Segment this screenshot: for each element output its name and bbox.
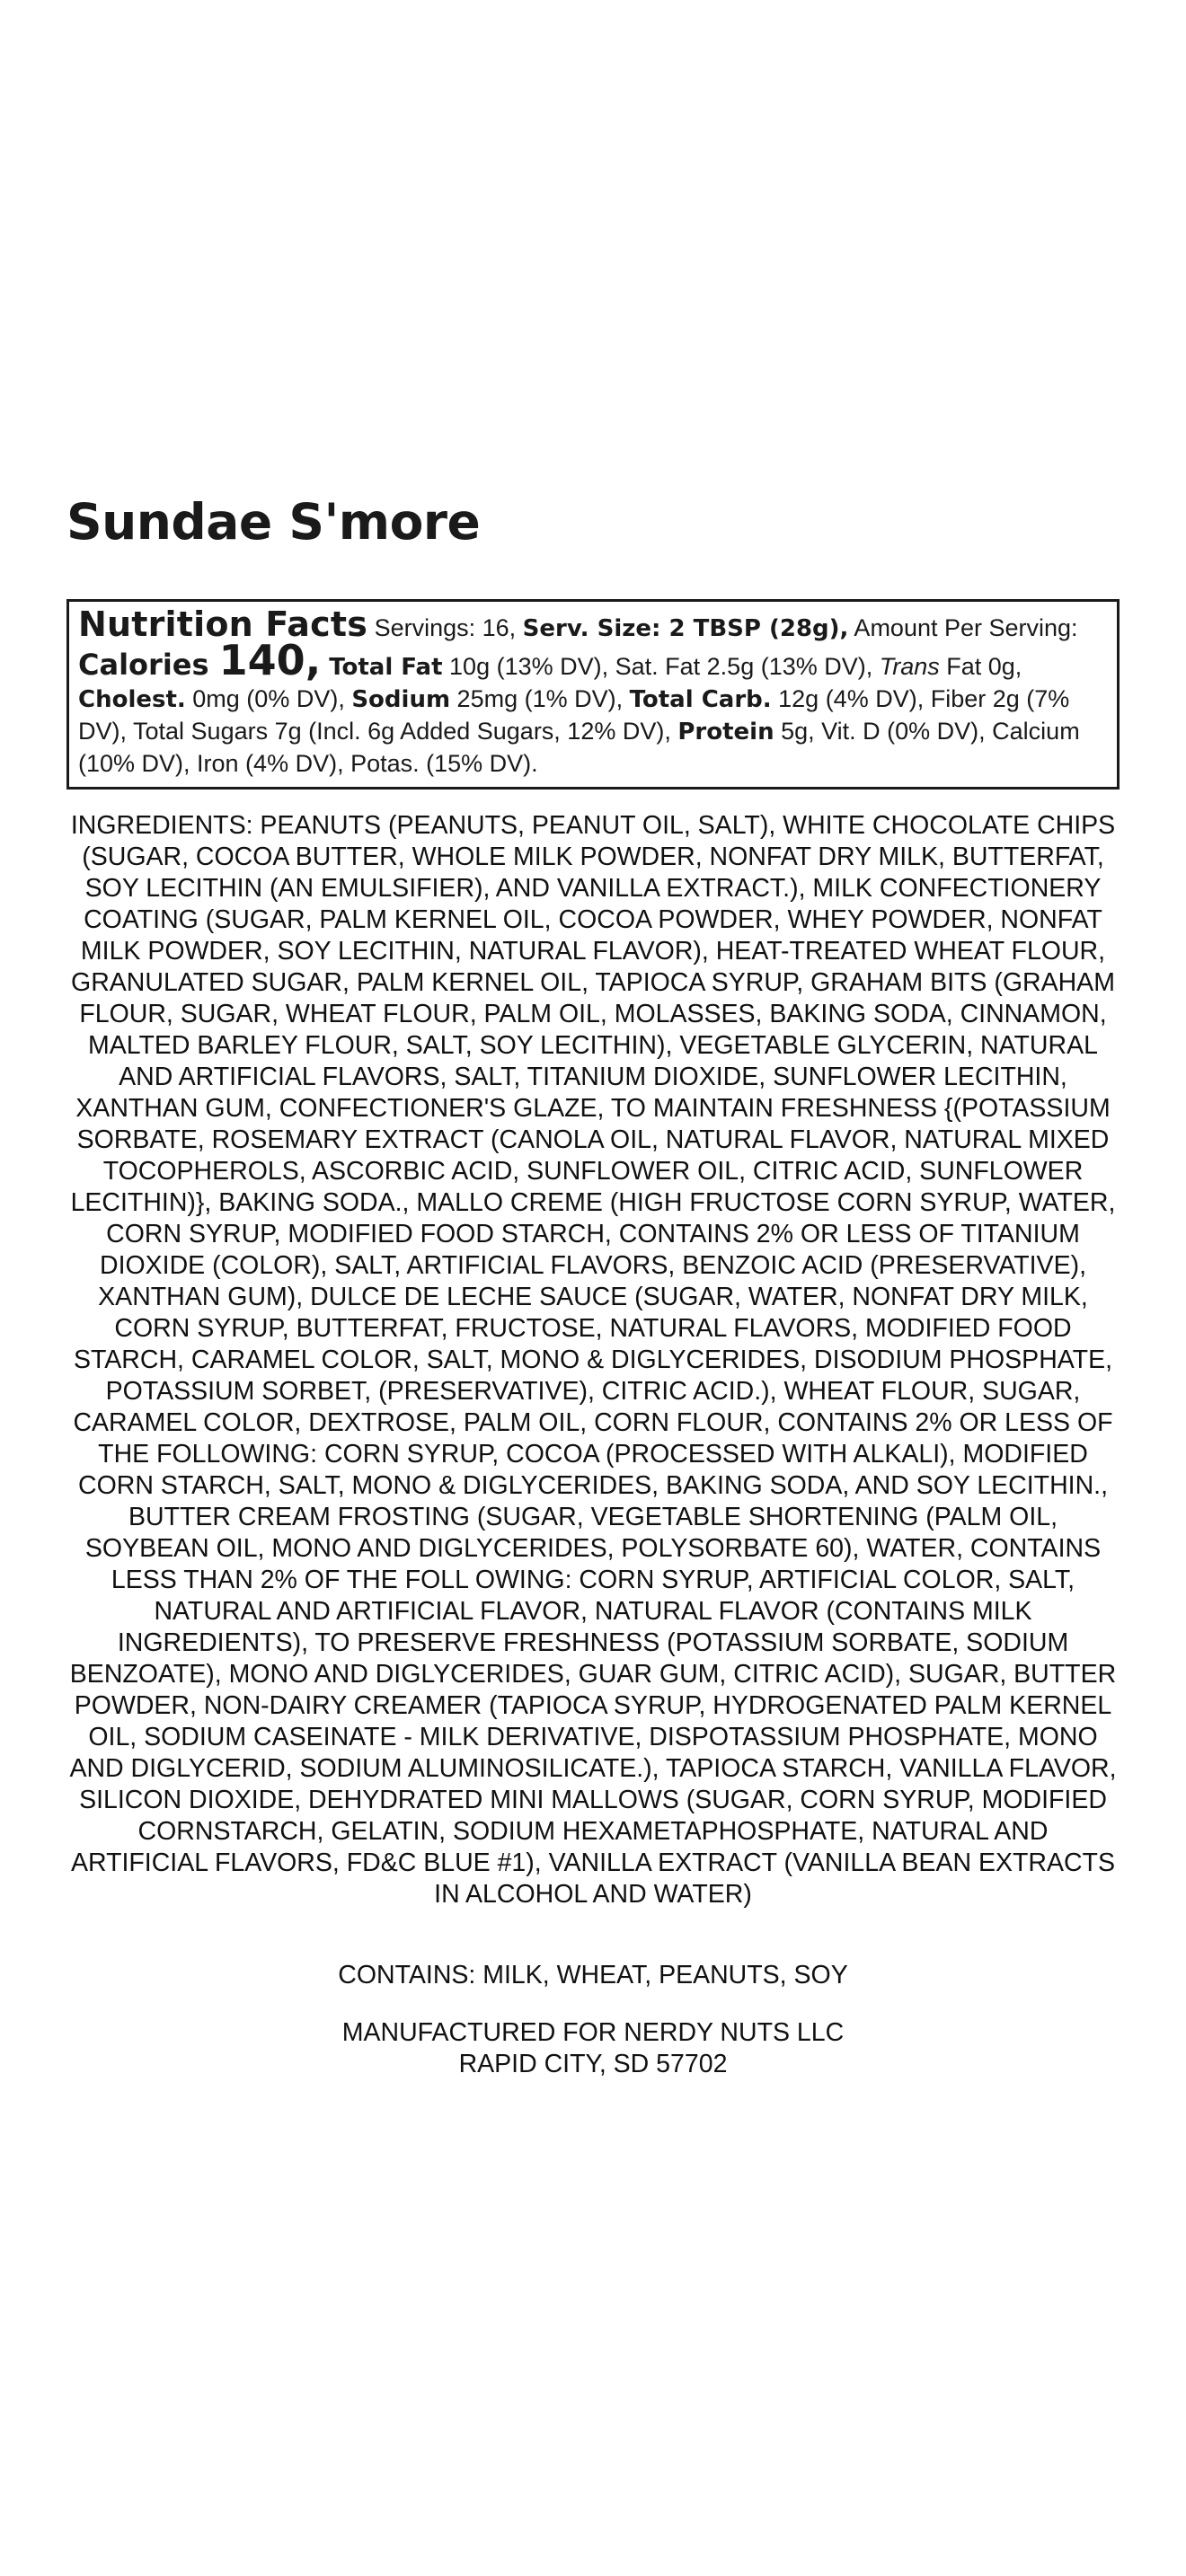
total-carb-label: Total Carb. (629, 686, 772, 713)
serving-size-label: Serv. Size: 2 TBSP (28g), (522, 615, 849, 642)
manufacturer-info (66, 2017, 1120, 2080)
total-fat-value: 10g (13% DV), Sat. Fat 2.5g (13% DV), (442, 653, 880, 680)
nutrition-facts-panel (66, 599, 1120, 790)
total-fat-label: Total Fat (321, 654, 443, 681)
calories-value: 140, (218, 636, 322, 684)
cholesterol-value: 0mg (0% DV), (185, 685, 352, 712)
sodium-label: Sodium (351, 686, 451, 713)
sodium-value: 25mg (1% DV), (450, 685, 630, 712)
product-title: Sundae S'more (66, 493, 481, 551)
calories-label: Calories (78, 648, 219, 682)
allergen-statement: CONTAINS: MILK, WHEAT, PEANUTS, SOY (338, 1961, 848, 1989)
trans-fat-value: Fat 0g, (939, 653, 1022, 680)
trans-fat-label: Trans (879, 653, 940, 680)
manufacturer-name: MANUFACTURED FOR NERDY NUTS LLC (341, 2018, 845, 2047)
total-carb-value: 12g (4% DV), Fiber 2g (7% DV), Total Sugars 7g (Incl. 6g Added Sugars, 12% DV), (78, 685, 1070, 745)
protein-label: Protein (677, 719, 774, 745)
ingredients-list: INGREDIENTS: PEANUTS (PEANUTS, PEANUT OIL, SALT), WHITE CHOCOLATE CHIPS (SUGAR, COCOA BUTTER, WHOLE MILK POWDER, NONFAT DRY MILK, BUTTERFAT, SOY LECITHIN (AN EMULSIFIER), AND VANILLA EXTRACT.), MILK CONFECTIONERY COATING (SUGAR, PALM KERNEL OIL, COCOA POWDER, WHEY POWDER, NONFAT MILK POWDER, SOY LECITHIN, NATURAL FLAVOR), HEAT-TREATED WHEAT FLOUR, GRANULATED SUGAR, PALM KERNEL OIL, TAPIOCA SYRUP, GRAHAM BITS (GRAHAM FLOUR, SUGAR, WHEAT FLOUR, PALM OIL, MOLASSES, BAKING SODA, CINNAMON, MALTED BARLEY FLOUR, SALT, SOY LECITHIN), VEGETABLE GLYCERIN, NATURAL AND ARTIFICIAL FLAVORS, SALT, TITANIUM DIOXIDE, SUNFLOWER LECITHIN, XANTHAN GUM, CONFECTIONER'S GLAZE, TO MAINTAIN FRESHNESS {(POTASSIUM SORBATE, ROSEMARY EXTRACT (CANOLA OIL, NATURAL FLAVOR, NATURAL MIXED TOCOPHEROLS, ASCORBIC ACID, SUNFLOWER OIL, CITRIC ACID, SUNFLOWER LECITHIN)}, BAKING SODA., MALLO CREME (HIGH FRUCTOSE CORN SYRUP, WATER, CORN SYRUP, MODIFIED FOOD STARCH, CONTAINS 2% OR LESS OF TITANIUM DIOXIDE (COLOR), SALT, ARTIFICIAL FLAVORS, BENZOIC ACID (PRESERVATIVE), XANTHAN GUM), DULCE DE LECHE SAUCE (SUGAR, WATER, NONFAT DRY MILK, CORN SYRUP, BUTTERFAT, FRUCTOSE, NATURAL FLAVORS, MODIFIED FOOD STARCH, CARAMEL COLOR, SALT, MONO & DIGLYCERIDES, DISODIUM PHOSPHATE, POTASSIUM SORBET, (PRESERVATIVE), CITRIC ACID.), WHEAT FLOUR, SUGAR, CARAMEL COLOR, DEXTROSE, PALM OIL, CORN FLOUR, CONTAINS 2% OR LESS OF THE FOLLOWING: CORN SYRUP, COCOA (PROCESSED WITH ALKALI), MODIFIED CORN STARCH, SALT, MONO & DIGLYCERIDES, BAKING SODA, AND SOY LECITHIN., BUTTER CREAM FROSTING (SUGAR, VEGETABLE SHORTENING (PALM OIL, SOYBEAN OIL, MONO AND DIGLYCERIDES, POLYSORBATE 60), WATER, CONTAINS LESS THAN 2% OF THE FOLL OWING: CORN SYRUP, ARTIFICIAL COLOR, SALT, NATURAL AND ARTIFICIAL FLAVOR, NATURAL FLAVOR (CONTAINS MILK INGREDIENTS), TO PRESERVE FRESHNESS (POTASSIUM SORBATE, SODIUM BENZOATE), MONO AND DIGLYCERIDES, GUAR GUM, CITRIC ACID), SUGAR, BUTTER POWDER, NON-DAIRY CREAMER (TAPIOCA SYRUP, HYDROGENATED PALM KERNEL OIL, SODIUM CASEINATE - MILK DERIVATIVE, DISPOTASSIUM PHOSPHATE, MONO AND DIGLYCERID, SODIUM ALUMINOSILICATE.), TAPIOCA STARCH, VANILLA FLAVOR, SILICON DIOXIDE, DEHYDRATED MINI MALLOWS (SUGAR, CORN SYRUP, MODIFIED CORNSTARCH, GELATIN, SODIUM HEXAMETAPHOSPHATE, NATURAL AND ARTIFICIAL FLAVORS, FD&C BLUE #1), VANILLA EXTRACT (VANILLA BEAN EXTRACTS IN ALCOHOL AND WATER) (69, 811, 1117, 1909)
servings-text: Servings: 16, (367, 614, 523, 641)
amount-per-serving-text: Amount Per Serving: (848, 614, 1078, 641)
manufacturer-address: RAPID CITY, SD 57702 (458, 2050, 728, 2078)
protein-value: 5g, Vit. D (0% DV), Calcium (10% DV), Iron (4% DV), Potas. (15% DV). (78, 718, 1080, 777)
nutrition-facts-heading: Nutrition Facts (78, 604, 368, 644)
cholesterol-label: Cholest. (78, 686, 186, 713)
